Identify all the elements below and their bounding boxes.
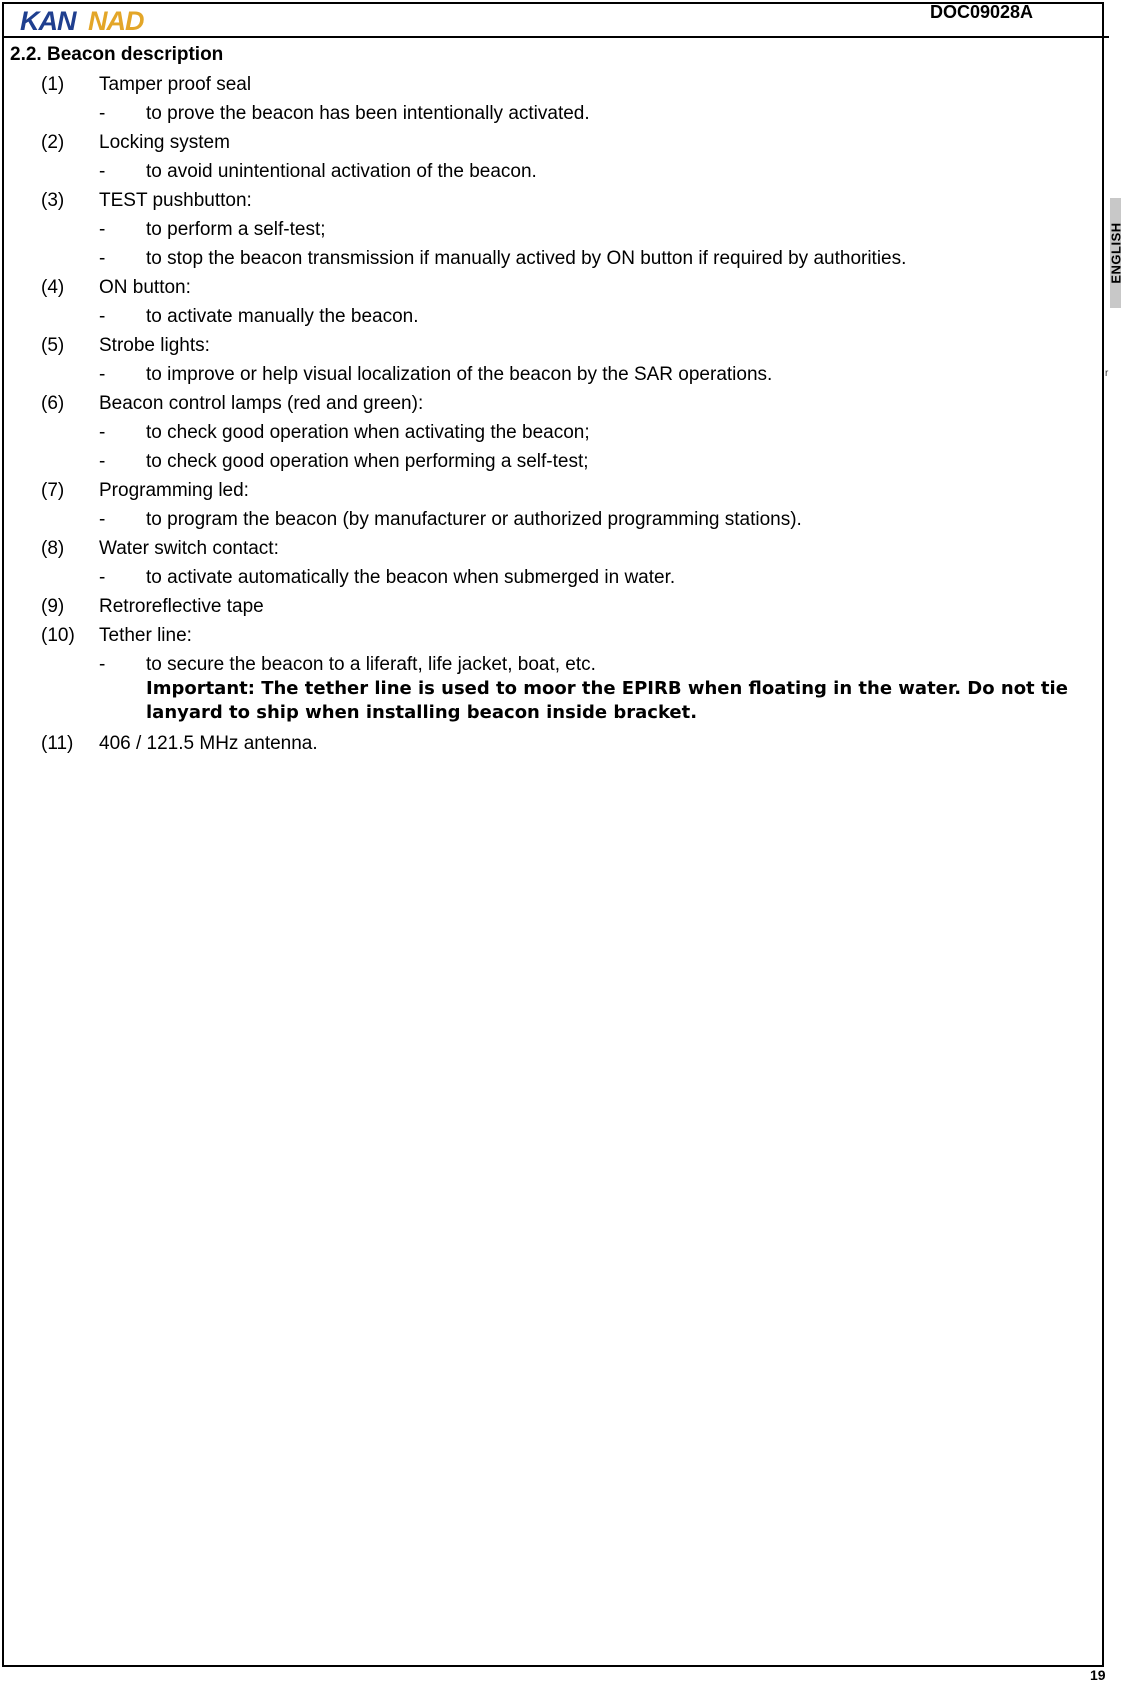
list-item xyxy=(0,389,1104,418)
item-number: (9) xyxy=(41,596,65,617)
sub-item-block xyxy=(146,360,772,389)
sub-item-text: to improve or help visual localization of the beacon by the SAR operations. xyxy=(146,364,773,385)
dash-bullet: - xyxy=(99,654,106,675)
margin-mark: r xyxy=(1105,368,1109,379)
sub-item-block xyxy=(146,215,326,244)
item-label: ON button: xyxy=(99,277,191,298)
item-label: Beacon control lamps (red and green): xyxy=(99,393,424,414)
list-item xyxy=(0,70,1104,99)
item-label: TEST pushbutton: xyxy=(99,190,252,211)
list-item xyxy=(0,476,1104,505)
item-number: (3) xyxy=(41,190,65,211)
sub-item-block xyxy=(146,302,419,331)
dash-bullet: - xyxy=(99,219,106,240)
list-item xyxy=(0,534,1104,563)
item-label: Programming led: xyxy=(99,480,249,501)
list-item xyxy=(0,273,1104,302)
item-number: (5) xyxy=(41,335,65,356)
kannad-logo xyxy=(18,6,158,34)
sub-item-text: to avoid unintentional activation of the beacon. xyxy=(146,161,537,182)
dash-bullet: - xyxy=(99,248,106,269)
dash-bullet: - xyxy=(99,567,106,588)
sub-item xyxy=(0,99,1104,128)
list-item xyxy=(0,621,1104,650)
item-number: (2) xyxy=(41,132,65,153)
dash-bullet: - xyxy=(99,161,106,182)
sub-item xyxy=(0,302,1104,331)
dash-bullet: - xyxy=(99,422,106,443)
list-item xyxy=(0,331,1104,360)
sub-item xyxy=(0,244,1104,273)
item-number: (11) xyxy=(41,733,74,754)
dash-bullet: - xyxy=(99,451,106,472)
sub-item xyxy=(0,215,1104,244)
list-item xyxy=(0,729,1104,758)
item-number: (10) xyxy=(41,625,75,646)
sub-item xyxy=(0,505,1104,534)
page-number: 19 xyxy=(1090,1667,1106,1683)
header-rule xyxy=(2,36,1109,38)
svg-text:NAD: NAD xyxy=(88,6,144,36)
sub-item-text: to perform a self-test; xyxy=(146,219,326,240)
sub-item-block xyxy=(146,447,589,476)
language-tab xyxy=(1110,198,1121,308)
sub-item xyxy=(0,563,1104,592)
sub-item-text: to check good operation when performing a self-test; xyxy=(146,451,589,472)
item-number: (4) xyxy=(41,277,65,298)
item-number: (7) xyxy=(41,480,65,501)
dash-bullet: - xyxy=(99,364,106,385)
list-item xyxy=(0,186,1104,215)
item-label: Retroreflective tape xyxy=(99,596,264,617)
item-number: (8) xyxy=(41,538,65,559)
sub-item-block xyxy=(146,650,1096,725)
list-item xyxy=(0,128,1104,157)
item-label: Locking system xyxy=(99,132,230,153)
sub-item xyxy=(0,360,1104,389)
sub-item-block xyxy=(146,99,590,128)
item-label: Tether line: xyxy=(99,625,192,646)
important-note: Important: The tether line is used to moor the EPIRB when floating in the water. Do not tie lanyard to ship when installing beacon inside bracket. xyxy=(146,678,1068,723)
sub-item xyxy=(0,650,1104,725)
svg-text:KAN: KAN xyxy=(20,6,76,36)
item-label: Strobe lights: xyxy=(99,335,210,356)
sub-item xyxy=(0,157,1104,186)
sub-item xyxy=(0,418,1104,447)
document-code: DOC09028A xyxy=(930,2,1034,22)
sub-item-block xyxy=(146,418,590,447)
item-number: (1) xyxy=(41,74,65,95)
sub-item-text: to activate manually the beacon. xyxy=(146,306,419,327)
language-tab-label: ENGLISH xyxy=(1108,222,1123,284)
sub-item-block xyxy=(146,244,906,273)
list-item xyxy=(0,592,1104,621)
sub-item-block xyxy=(146,505,802,534)
item-number: (6) xyxy=(41,393,65,414)
item-label: Tamper proof seal xyxy=(99,74,252,95)
sub-item-block xyxy=(146,157,537,186)
sub-item-text: to secure the beacon to a liferaft, life jacket, boat, etc. xyxy=(146,654,596,675)
sub-item-text: to activate automatically the beacon when submerged in water. xyxy=(146,567,676,588)
dash-bullet: - xyxy=(99,509,106,530)
sub-item-text: to check good operation when activating the beacon; xyxy=(146,422,590,443)
item-label: 406 / 121.5 MHz antenna. xyxy=(99,733,318,754)
sub-item xyxy=(0,447,1104,476)
sub-item-block xyxy=(146,563,675,592)
sub-item-text: to program the beacon (by manufacturer or authorized programming stations). xyxy=(146,509,802,530)
item-label: Water switch contact: xyxy=(99,538,279,559)
description-list xyxy=(0,70,1104,758)
sub-item-text: to prove the beacon has been intentionally activated. xyxy=(146,103,590,124)
dash-bullet: - xyxy=(99,306,106,327)
section-title: 2.2. Beacon description xyxy=(10,44,224,65)
dash-bullet: - xyxy=(99,103,106,124)
sub-item-text: to stop the beacon transmission if manually actived by ON button if required by authorities. xyxy=(146,248,907,269)
